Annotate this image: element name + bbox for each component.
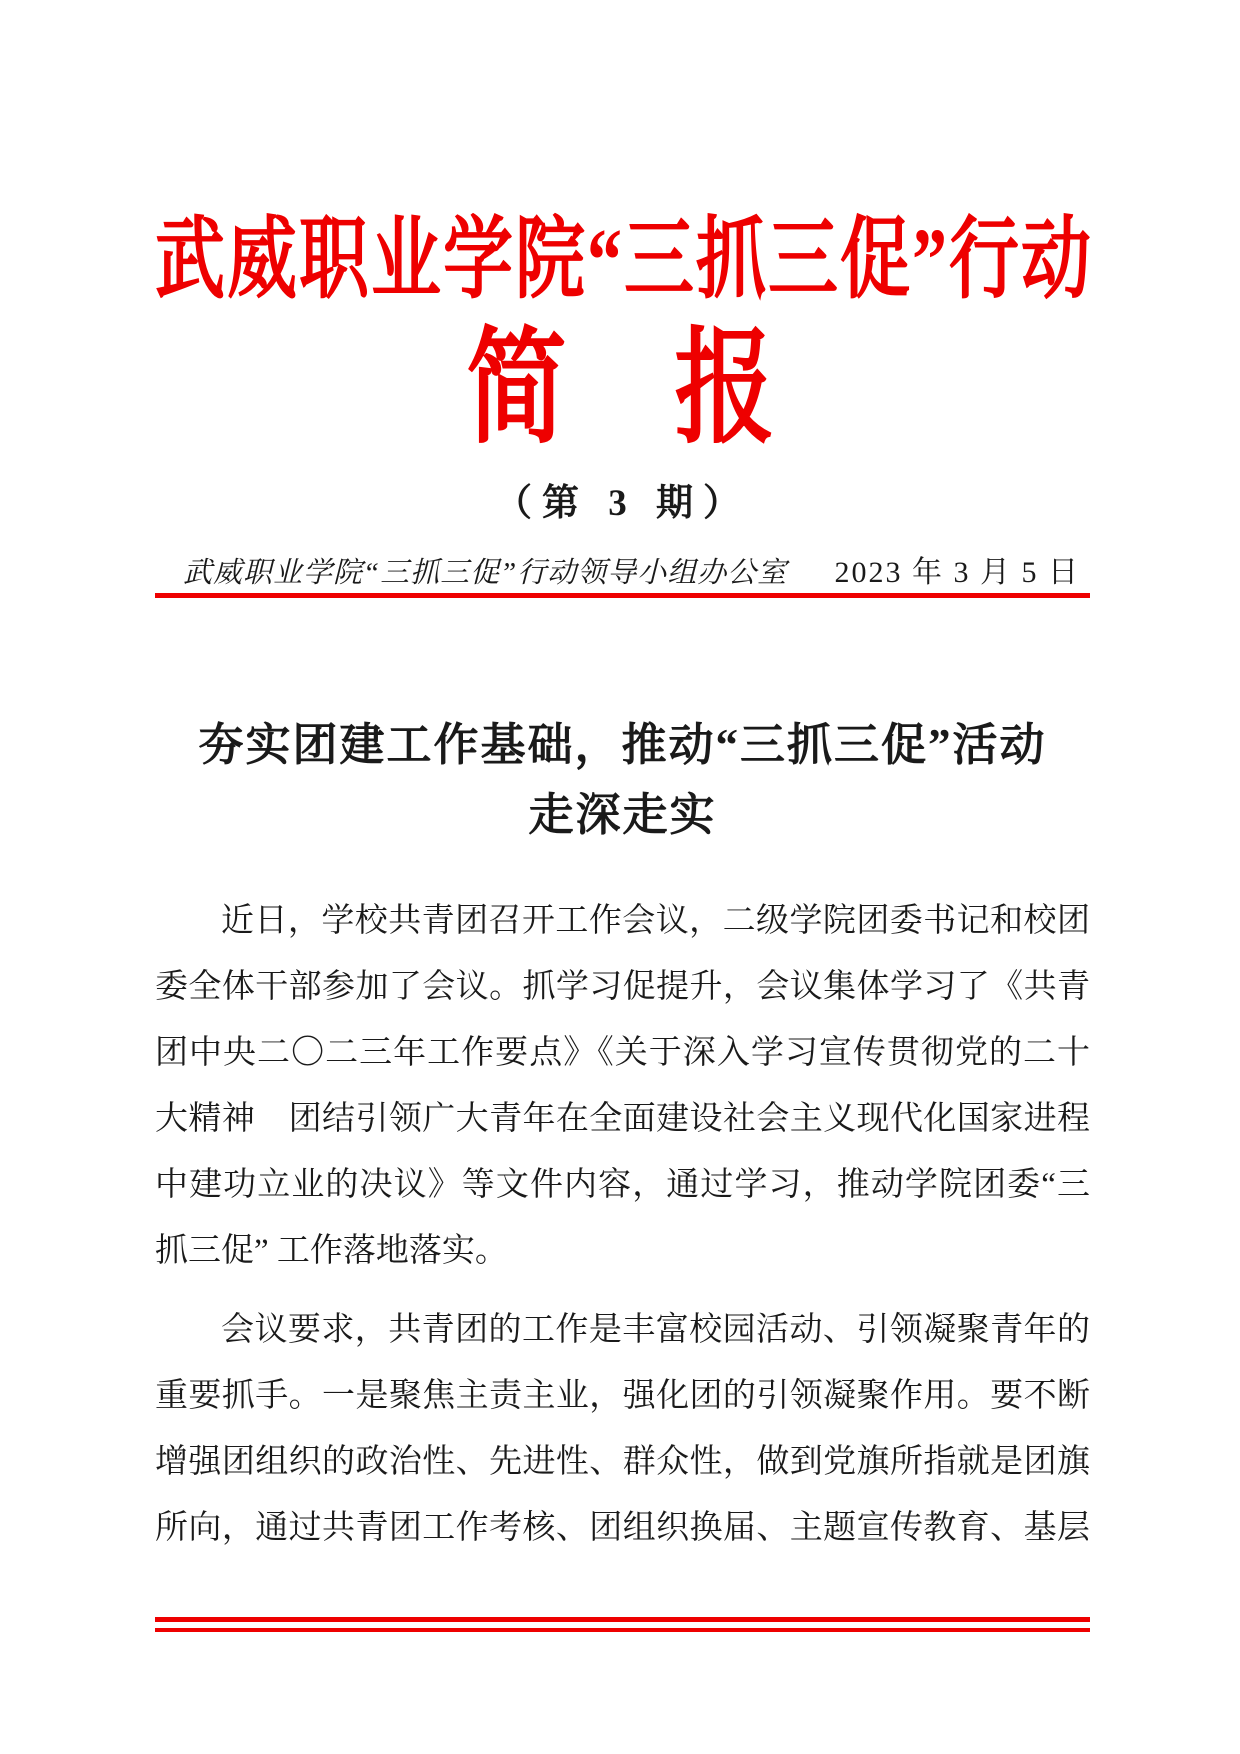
issue-date: 2023 年 3 月 5 日: [834, 556, 1080, 589]
masthead: [155, 211, 1093, 598]
body-line: 大精神 团结引领广大青年在全面建设社会主义现代化国家进程: [155, 1101, 1090, 1137]
article-title-line2: 走深走实: [528, 790, 717, 840]
masthead-title-line2: 简 报: [466, 319, 779, 459]
paragraph-2: [155, 1297, 1090, 1561]
article-body: [155, 888, 1090, 1561]
body-line: 增强团组织的政治性、先进性、群众性，做到党旗所指就是团旗: [155, 1444, 1090, 1480]
body-line: 会议要求，共青团的工作是丰富校园活动、引领凝聚青年的: [221, 1312, 1090, 1348]
body-line: 委全体干部参加了会议。抓学习促提升，会议集体学习了《共青: [155, 969, 1090, 1005]
issuer-name: 武威职业学院“三抓三促”行动领导小组办公室: [183, 557, 788, 589]
masthead-divider-rule: [155, 593, 1090, 598]
article-title: [155, 710, 1090, 850]
body-line: 中建功立业的决议》等文件内容，通过学习，推动学院团委“三: [155, 1167, 1090, 1203]
masthead-title-line1: 武威职业学院“三抓三促”行动: [155, 211, 1093, 311]
footer-double-rule: [155, 1617, 1090, 1632]
article: [155, 710, 1090, 1561]
body-line: 团中央二〇二三年工作要点》《关于深入学习宣传贯彻党的二十: [155, 1035, 1090, 1071]
body-line: 所向，通过共青团工作考核、团组织换届、主题宣传教育、基层: [155, 1510, 1090, 1546]
body-line: 近日，学校共青团召开工作会议，二级学院团委书记和校团: [221, 903, 1090, 939]
article-title-line1: 夯实团建工作基础，推动“三抓三促”活动: [198, 720, 1047, 770]
issue-number: （第 3 期）: [495, 483, 750, 524]
body-line: 抓三促” 工作落地落实。: [155, 1233, 508, 1269]
body-line: 重要抓手。一是聚焦主责主业，强化团的引领凝聚作用。要不断: [155, 1378, 1090, 1414]
issuer-row: [155, 555, 1090, 591]
page-footer: [155, 1617, 1090, 1632]
paragraph-1: [155, 888, 1090, 1284]
